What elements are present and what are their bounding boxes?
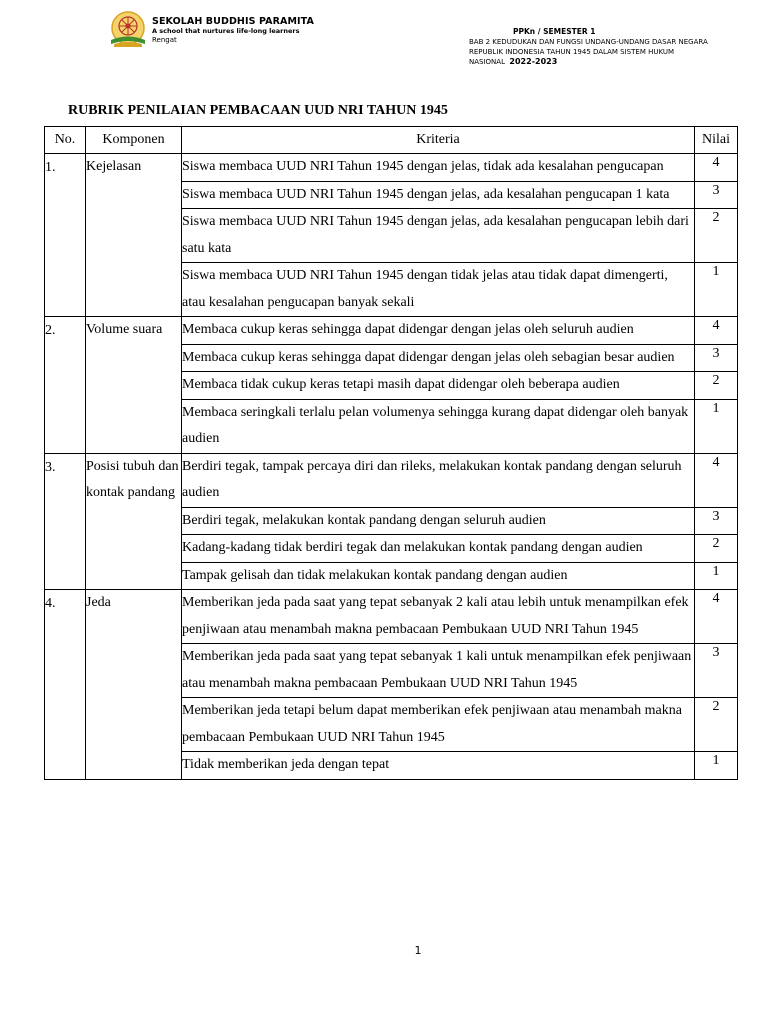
criteria-cell: Berdiri tegak, melakukan kontak pandang dengan seluruh audien — [182, 507, 695, 535]
score-cell: 2 — [695, 698, 738, 752]
score-cell: 1 — [695, 399, 738, 453]
score-cell: 2 — [695, 209, 738, 263]
criteria-cell: Tidak memberikan jeda dengan tepat — [182, 752, 695, 780]
criteria-cell: Memberikan jeda pada saat yang tepat sebanyak 1 kali untuk menampilkan efek penjiwaan atau menambah makna pembacaan Pembukaan UUD NRI Tahun 1945 — [182, 644, 695, 698]
school-tagline: A school that nurtures life-long learners — [152, 27, 300, 35]
score-cell: 3 — [695, 344, 738, 372]
criteria-cell: Membaca cukup keras sehingga dapat didengar dengan jelas oleh seluruh audien — [182, 317, 695, 345]
criteria-cell: Membaca seringkali terlalu pelan volumenya sehingga kurang dapat didengar oleh banyak audien — [182, 399, 695, 453]
course-semester: PPKn / SEMESTER 1 — [513, 27, 596, 36]
rubric-table — [44, 126, 738, 780]
chapter-line-3-text: NASIONAL — [469, 58, 505, 66]
page-number: 1 — [414, 944, 422, 957]
criteria-cell: Tampak gelisah dan tidak melakukan kontak pandang dengan audien — [182, 562, 695, 590]
score-cell: 1 — [695, 752, 738, 780]
row-number: 3. — [45, 453, 86, 590]
criteria-cell: Siswa membaca UUD NRI Tahun 1945 dengan jelas, ada kesalahan pengucapan lebih dari satu kata — [182, 209, 695, 263]
row-number: 4. — [45, 590, 86, 780]
score-cell: 4 — [695, 453, 738, 507]
header-kriteria: Kriteria — [182, 127, 695, 154]
criteria-cell: Membaca tidak cukup keras tetapi masih dapat didengar oleh beberapa audien — [182, 372, 695, 400]
score-cell: 2 — [695, 372, 738, 400]
score-cell: 4 — [695, 590, 738, 644]
chapter-line-2: REPUBLIK INDONESIA TAHUN 1945 DALAM SISTEM HUKUM — [469, 48, 675, 56]
criteria-cell: Kadang-kadang tidak berdiri tegak dan melakukan kontak pandang dengan audien — [182, 535, 695, 563]
score-cell: 3 — [695, 644, 738, 698]
criteria-cell: Siswa membaca UUD NRI Tahun 1945 dengan tidak jelas atau tidak dapat dimengerti, atau kesalahan pengucapan banyak sekali — [182, 263, 695, 317]
criteria-cell: Memberikan jeda tetapi belum dapat memberikan efek penjiwaan atau menambah makna pembacaan Pembukaan UUD NRI Tahun 1945 — [182, 698, 695, 752]
academic-year: 2022-2023 — [509, 57, 558, 66]
header-nilai: Nilai — [695, 127, 738, 154]
score-cell: 2 — [695, 535, 738, 563]
score-cell: 3 — [695, 507, 738, 535]
row-number: 2. — [45, 317, 86, 454]
criteria-cell: Siswa membaca UUD NRI Tahun 1945 dengan jelas, ada kesalahan pengucapan 1 kata — [182, 181, 695, 209]
criteria-cell: Berdiri tegak, tampak percaya diri dan rileks, melakukan kontak pandang dengan seluruh audien — [182, 453, 695, 507]
school-logo-icon — [108, 11, 148, 49]
component-name: Posisi tubuh dan kontak pandang — [86, 453, 182, 590]
component-name: Volume suara — [86, 317, 182, 454]
criteria-cell: Siswa membaca UUD NRI Tahun 1945 dengan jelas, tidak ada kesalahan pengucapan — [182, 154, 695, 182]
component-name: Kejelasan — [86, 154, 182, 317]
component-name: Jeda — [86, 590, 182, 780]
score-cell: 3 — [695, 181, 738, 209]
school-name: SEKOLAH BUDDHIS PARAMITA — [152, 16, 314, 27]
criteria-cell: Memberikan jeda pada saat yang tepat sebanyak 2 kali atau lebih untuk menampilkan efek penjiwaan atau menambah makna pembacaan Pembukaan UUD NRI Tahun 1945 — [182, 590, 695, 644]
header-no: No. — [45, 127, 86, 154]
row-number: 1. — [45, 154, 86, 317]
chapter-line-3 — [469, 57, 749, 67]
chapter-line-1: BAB 2 KEDUDUKAN DAN FUNGSI UNDANG-UNDANG DASAR NEGARA — [469, 38, 708, 46]
table-header-row — [45, 127, 738, 154]
table-row — [45, 590, 738, 644]
score-cell: 1 — [695, 562, 738, 590]
table-row — [45, 154, 738, 182]
score-cell: 4 — [695, 154, 738, 182]
table-row — [45, 453, 738, 507]
score-cell: 1 — [695, 263, 738, 317]
criteria-cell: Membaca cukup keras sehingga dapat didengar dengan jelas oleh sebagian besar audien — [182, 344, 695, 372]
course-header — [469, 27, 749, 67]
table-row — [45, 317, 738, 345]
school-identity — [152, 16, 314, 45]
document-title: RUBRIK PENILAIAN PEMBACAAN UUD NRI TAHUN 1945 — [68, 103, 448, 118]
school-location: Rengat — [152, 36, 177, 44]
header-komponen: Komponen — [86, 127, 182, 154]
score-cell: 4 — [695, 317, 738, 345]
